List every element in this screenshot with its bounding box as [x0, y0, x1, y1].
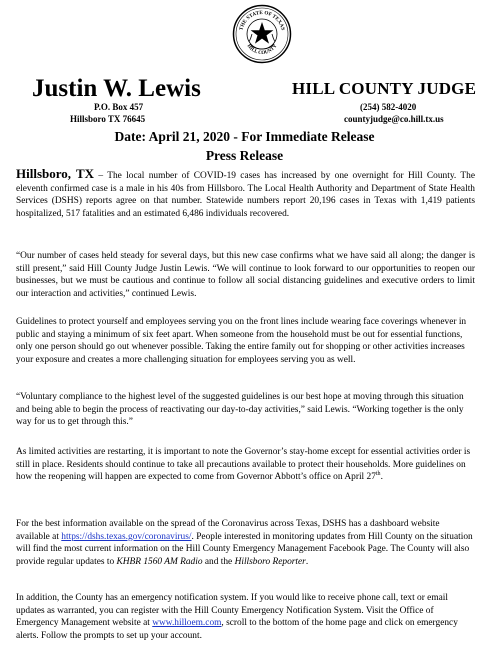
press-release-heading: Press Release [205, 148, 284, 163]
paragraph-intro [16, 168, 475, 220]
newspaper-name: Hillsboro Reporter [234, 556, 306, 567]
release-date-line: Date: April 21, 2020 - For Immediate Release [114, 129, 375, 144]
reopening-end: . [380, 472, 383, 483]
dshs-link[interactable]: https://dshs.texas.gov/coronavirus/ [61, 531, 192, 542]
paragraph-quote-1: “Our number of cases held steady for several days, but this new case confirms what we have said all along; the danger is still present,” said Hill County Judge Justin Lewis. “We will continue to look forward to our opportunities to reopen our businesses, but we must be cautious and continue to follow all social distancing guidelines and executive orders to limit our interaction and activities,” continued Lewis. [16, 251, 475, 299]
county-seal-logo [232, 4, 292, 64]
dateline-dash: – [94, 171, 108, 181]
notifications-text-b: , scroll to the bottom of the home page and click on emergency alerts. Follow the prompts to set up your account. [16, 618, 458, 641]
paragraph-resources [16, 518, 475, 568]
dateline: Hillsboro, TX [16, 166, 95, 181]
paragraph-quote-2: “Voluntary compliance to the highest level of the suggested guidelines is our best hope at moving through this situation and being able to begin the process of reactivating our day-to-day activities,” said Lewis. “Working together is the only way for us to get through this.” [16, 392, 464, 428]
intro-text: The local number of COVID-19 cases has increased by one overnight for Hill County. The eleventh confirmed case is a male in his 40s from Hillsboro. The Local Health Authority and Department of State Health Services (DSHS) reports agree on that number. Statewide numbers report 20,196 cases in Texas with 1,419 patients hospitalized, 517 fatalities and an estimated 6,486 individuals recovered. [16, 171, 475, 219]
date-suffix: th [375, 471, 381, 478]
resources-text-b: . People interested in monitoring updates from Hill County on the situation will find the most current information on the Hill County Emergency Management Facebook Page. The County will also provide regular updates to [16, 531, 473, 567]
email-address[interactable]: countyjudge@co.hill.tx.us [344, 114, 444, 124]
reopening-text: As limited activities are restarting, it is important to note the Governor’s stay-home except for essential activities order is still in place. Residents should continue to take all precautions available to protect their households. More guidelines on how the reopening will happen are expected to come from Governor Abbott’s office on April 27 [16, 447, 471, 483]
paragraph-notifications [16, 592, 475, 642]
city-address: Hillsboro TX 76645 [70, 114, 146, 124]
oem-website-link[interactable]: www.hilloem.com [152, 618, 222, 629]
phone-number: (254) 582-4020 [360, 102, 417, 112]
resources-text-a: For the best information available on the spread of the Coronavirus across Texas, DSHS has a dashboard website available at [16, 519, 440, 542]
paragraph-reopening [16, 446, 475, 484]
resources-text-c: and the [202, 556, 235, 567]
po-box: P.O. Box 457 [94, 102, 144, 112]
judge-name: Justin W. Lewis [32, 75, 201, 102]
svg-text:HILL COUNTY: HILL COUNTY [245, 43, 279, 57]
office-title: HILL COUNTY JUDGE [292, 79, 477, 98]
resources-text-d: . [305, 556, 309, 567]
svg-text:THE STATE OF TEXAS: THE STATE OF TEXAS [238, 9, 286, 32]
notifications-text-a: In addition, the County has an emergency notification system. If you would like to receive phone call, text or email updates as warranted, you can register with the Hill County Emergency Notification System. Visit the Office of Emergency Management website at [16, 593, 449, 629]
paragraph-guidelines: Guidelines to protect yourself and employees serving you on the front lines include wearing face coverings whenever in public and staying a minimum of six feet apart. When someone from the household must be out for essential functions, only one person should go out whenever possible. Taking the entire family out for shopping or other activities increases your exposure and creates a more challenging situation for employees serving you as well. [16, 317, 467, 365]
radio-station: KHBR 1560 AM Radio [116, 556, 203, 567]
